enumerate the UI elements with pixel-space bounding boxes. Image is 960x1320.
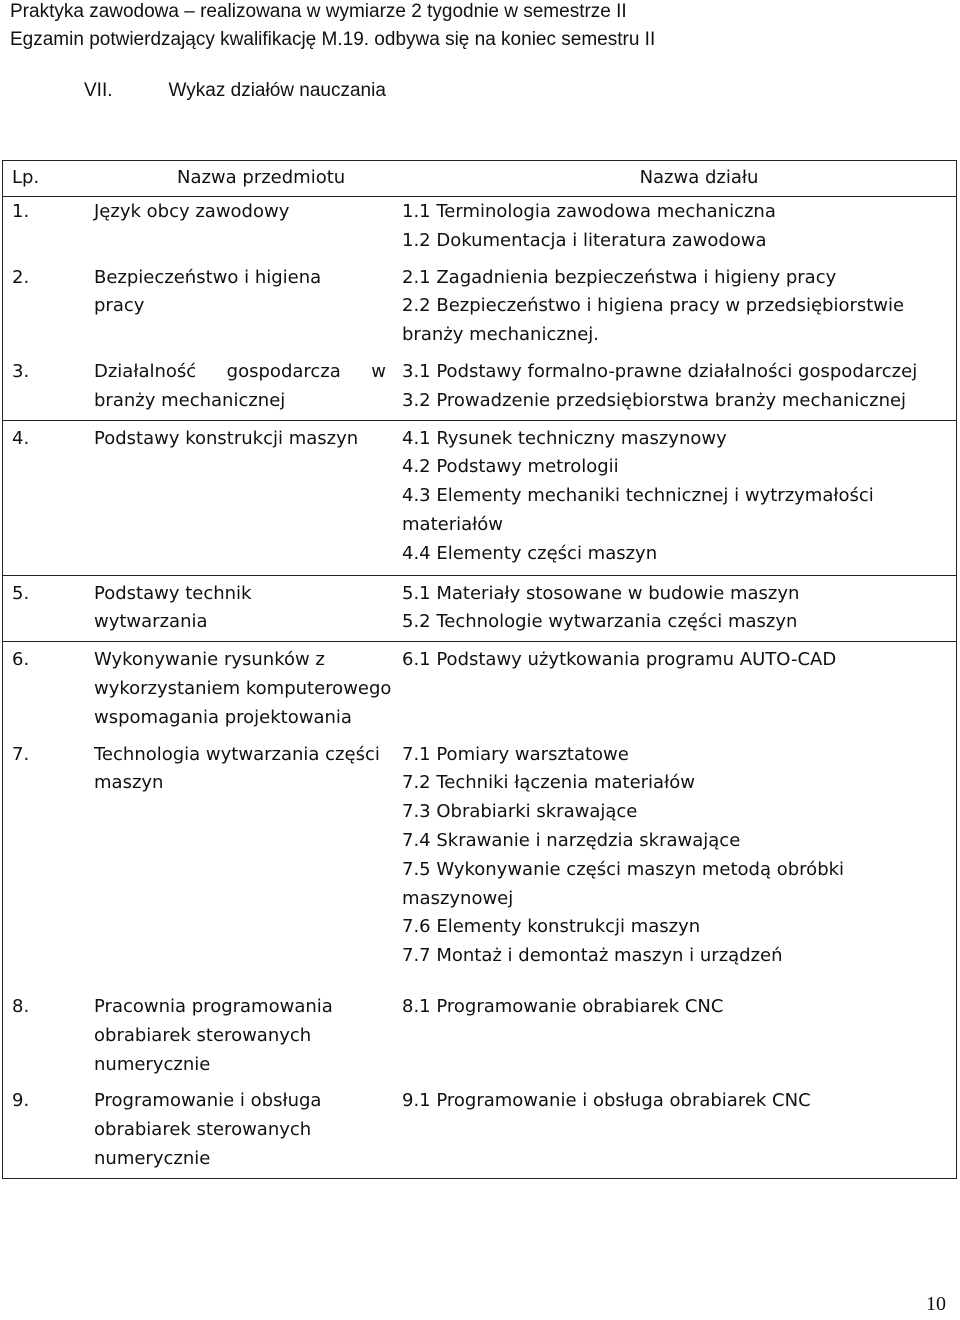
section-item: 7.3 Obrabiarki skrawające: [402, 801, 638, 823]
section-item: 8.1 Programowanie obrabiarek CNC: [402, 995, 724, 1017]
header-subject: Nazwa przedmiotu: [176, 167, 346, 189]
section-item: 7.1 Pomiary warsztatowe: [402, 743, 629, 765]
subject-entry: [3, 741, 392, 799]
sections-cell: [392, 575, 957, 642]
table-row: [3, 642, 957, 737]
table-header-row: [3, 161, 957, 197]
subject-entry: [3, 264, 392, 322]
sections-cell: [392, 197, 957, 260]
section-item: 4.3 Elementy mechaniki technicznej i wytrzymałości materiałów: [402, 485, 874, 535]
subject-name: Bezpieczeństwo i higiena pracy: [94, 266, 322, 317]
sections-cell: [392, 989, 957, 1083]
subject-name: Podstawy technik wytwarzania: [94, 582, 252, 633]
table-row: [3, 420, 957, 575]
subject-name: Podstawy konstrukcji maszyn: [94, 427, 359, 449]
subject-number: 4.: [12, 427, 30, 449]
subject-cell: [3, 1083, 393, 1178]
subject-number: 6.: [12, 649, 30, 671]
table-row: [3, 575, 957, 642]
section-item: 2.2 Bezpieczeństwo i higiena pracy w przedsiębiorstwie branży mechanicznej.: [402, 295, 905, 346]
section-item: 7.5 Wykonywanie części maszyn metodą obróbki maszynowej: [402, 858, 845, 909]
section-item: 2.1 Zagadnienia bezpieczeństwa i higieny pracy: [402, 266, 837, 288]
section-item: 7.6 Elementy konstrukcji maszyn: [402, 916, 701, 938]
subject-cell: [3, 642, 393, 737]
subject-cell: [3, 989, 393, 1083]
section-number: VII.: [84, 80, 113, 101]
table-row: [3, 197, 957, 260]
subject-entry: [3, 1087, 392, 1173]
table-row: [3, 989, 957, 1083]
section-item: 5.1 Materiały stosowane w budowie maszyn: [402, 582, 800, 604]
subject-entry: [3, 358, 392, 416]
subject-number: 1.: [12, 201, 30, 222]
subject-cell: [3, 260, 393, 354]
sections-cell: [392, 642, 957, 737]
header-sections: Nazwa działu: [639, 167, 759, 189]
subject-number: 9.: [12, 1090, 30, 1112]
subject-cell: [3, 575, 393, 642]
section-heading: [84, 80, 386, 102]
header-cell-subject: [3, 161, 393, 197]
sections-cell: [392, 260, 957, 354]
section-item: 3.2 Prowadzenie przedsiębiorstwa branży mechanicznej: [402, 389, 907, 411]
subject-entry: [3, 425, 392, 454]
section-item: 1.1 Terminologia zawodowa mechaniczna: [402, 201, 776, 222]
curriculum-table: [2, 160, 957, 1179]
sections-cell: [392, 354, 957, 420]
subject-name: Wykonywanie rysunków z wykorzystaniem komputerowego wspomagania projektowania: [94, 649, 392, 728]
table-row: [3, 354, 957, 420]
section-item: 4.1 Rysunek techniczny maszynowy: [402, 427, 727, 449]
sections-cell: [392, 737, 957, 989]
intro-line-exam: Egzamin potwierdzający kwalifikację M.19. odbywa się na koniec semestru II: [10, 29, 656, 50]
subject-cell: [3, 197, 393, 260]
subject-entry: [3, 993, 392, 1079]
section-item: 7.4 Skrawanie i narzędzia skrawające: [402, 829, 741, 851]
subject-number: 5.: [12, 582, 30, 604]
section-item: 3.1 Podstawy formalno-prawne działalności gospodarczej: [402, 360, 918, 382]
subject-name: Programowanie i obsługa obrabiarek sterowanych numerycznie: [94, 1090, 322, 1169]
table-row: [3, 1083, 957, 1178]
section-item: 7.2 Techniki łączenia materiałów: [402, 772, 695, 794]
subject-cell: [3, 420, 393, 575]
section-item: 4.4 Elementy części maszyn: [402, 542, 658, 564]
header-cell-sections: [392, 161, 957, 197]
subject-name: Pracownia programowania obrabiarek sterowanych numerycznie: [94, 995, 333, 1075]
section-item: 6.1 Podstawy użytkowania programu AUTO-CAD: [402, 649, 837, 671]
header-lp: Lp.: [12, 167, 40, 189]
subject-number: 3.: [12, 360, 30, 382]
section-item: 7.7 Montaż i demontaż maszyn i urządzeń: [402, 945, 783, 967]
subject-number: 8.: [12, 995, 30, 1017]
subject-cell: [3, 354, 393, 420]
sections-cell: [392, 1083, 957, 1178]
subject-number: 2.: [12, 266, 30, 288]
page-number: 10: [926, 1293, 946, 1315]
sections-cell: [392, 420, 957, 575]
subject-name: Działalność gospodarcza w branży mechanicznej: [94, 360, 386, 411]
table-row: [3, 260, 957, 354]
subject-name: Język obcy zawodowy: [94, 201, 290, 222]
section-item: 9.1 Programowanie i obsługa obrabiarek CNC: [402, 1090, 811, 1112]
subject-entry: [3, 646, 392, 732]
section-item: 4.2 Podstawy metrologii: [402, 456, 619, 478]
intro-line-practice: Praktyka zawodowa – realizowana w wymiarze 2 tygodnie w semestrze II: [10, 1, 627, 22]
subject-number: 7.: [12, 743, 30, 765]
subject-cell: [3, 737, 393, 989]
section-item: 1.2 Dokumentacja i literatura zawodowa: [402, 229, 767, 251]
subject-entry: [3, 580, 392, 638]
subject-entry: [3, 198, 392, 227]
subject-name: Technologia wytwarzania części maszyn: [94, 743, 380, 794]
section-item: 5.2 Technologie wytwarzania części maszyn: [402, 611, 798, 633]
table-row: [3, 737, 957, 989]
section-title: Wykaz działów nauczania: [168, 80, 386, 101]
